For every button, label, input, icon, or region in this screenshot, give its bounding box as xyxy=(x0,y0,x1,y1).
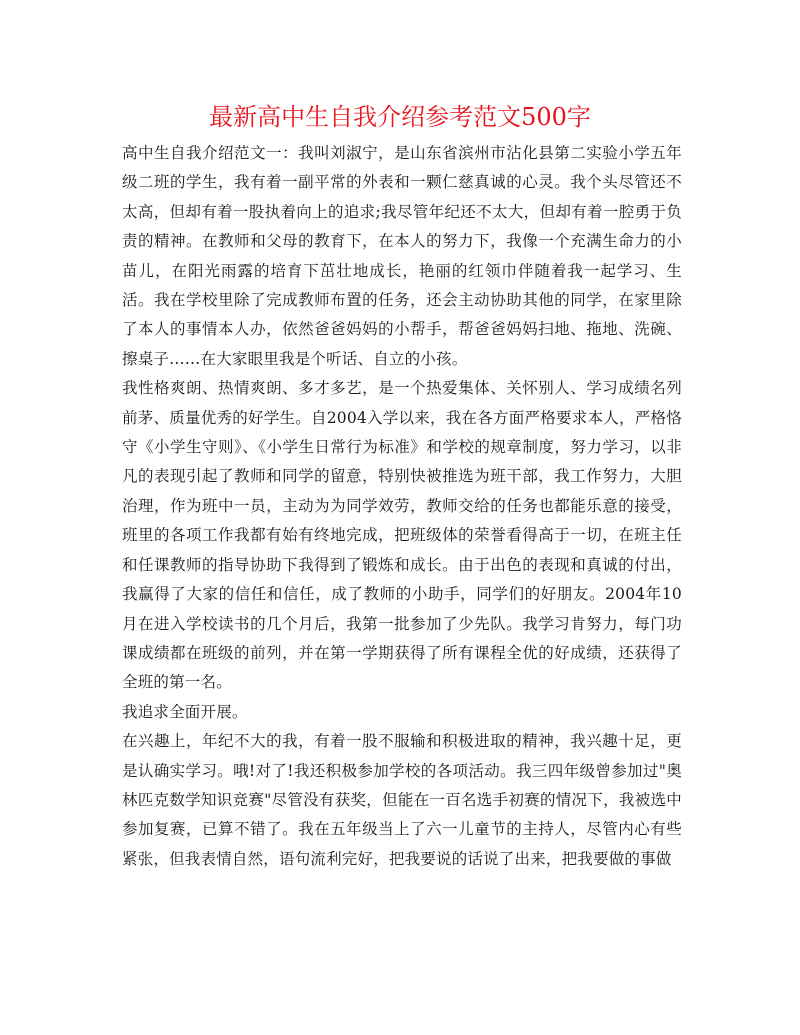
document-title: 最新高中生自我介绍参考范文500字 xyxy=(209,103,591,131)
paragraph-character: 我性格爽朗、热情爽朗、多才多艺，是一个热爱集体、关怀别人、学习成绩名列前茅、质量优秀的好学生。自2004入学以来，我在各方面严格要求本人，严格恪守《小学生守则》、《小学生日常行为标准》和学校的规章制度，努力学习，以非凡的表现引起了教师和同学的留意，特别快被推选为班干部，我工作努力，大胆治理，作为班中一员，主动为为同学效劳，教师交给的任务也都能乐意的接受，班里的各项工作我都有始有终地完成，把班级体的荣誉看得高于一切，在班主任和任课教师的指导协助下我得到了锻炼和成长。由于出色的表现和真诚的付出，我赢得了大家的信任和信任，成了教师的小助手，同学们的好朋友。2004年10月在进入学校读书的几个月后，我第一批参加了少先队。我学习肯努力，每门功课成绩都在班级的前列，并在第一学期获得了所有课程全优的好成绩，还获得了全班的第一名。 xyxy=(122,379,682,692)
paragraph-interests: 在兴趣上，年纪不大的我，有着一股不服输和积极进取的精神，我兴趣十足，更是认确实学习。哦!对了!我还积极参加学校的各项活动。我三四年级曾参加过"奥林匹克数学知识竞赛"尽管没有获奖，但能在一百名选手初赛的情况下，我被选中参加复赛，已算不错了。我在五年级当上了六一儿童节的主持人，尽管内心有些紧张，但我表情自然，语句流利完好，把我要说的话说了出来，把我要做的事做 xyxy=(122,732,682,868)
document-body xyxy=(122,139,682,874)
paragraph-development: 我追求全面开展。 xyxy=(122,702,248,721)
paragraph-intro: 高中生自我介绍范文一：我叫刘淑宁，是山东省滨州市沾化县第二实验小学五年级二班的学生，我有着一副平常的外表和一颗仁慈真诚的心灵。我个头尽管还不太高，但却有着一股执着向上的追求;我尽管年纪还不太大，但却有着一腔勇于负责的精神。在教师和父母的教育下，在本人的努力下，我像一个充满生命力的小苗儿，在阳光雨露的培育下茁壮地成长，艳丽的红领巾伴随着我一起学习、生活。我在学校里除了完成教师布置的任务，还会主动协助其他的同学，在家里除了本人的事情本人办，依然爸爸妈妈的小帮手，帮爸爸妈妈扫地、拖地、洗碗、擦桌子……在大家眼里我是个听话、自立的小孩。 xyxy=(122,144,682,368)
